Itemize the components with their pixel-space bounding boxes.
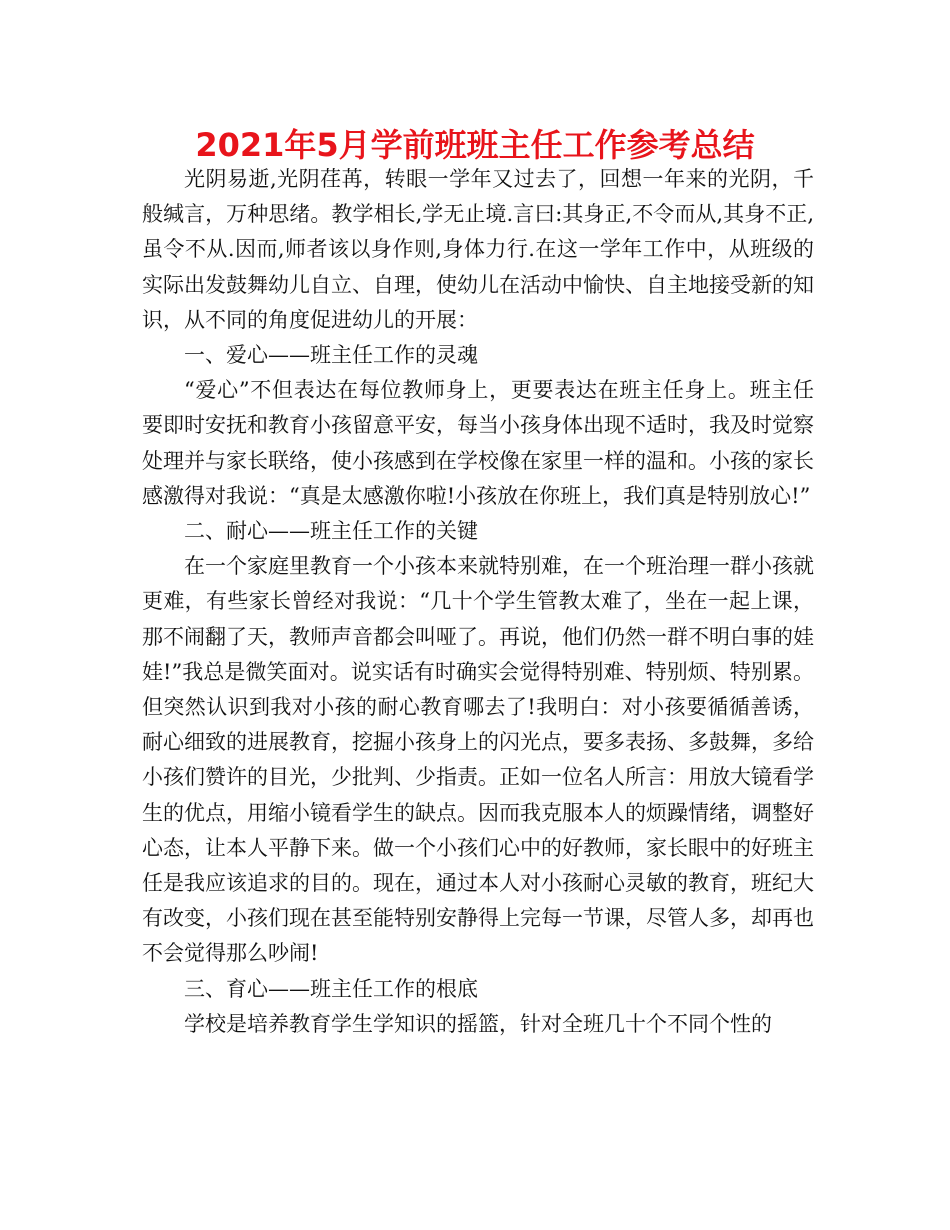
section-heading-patience: 二、耐心——班主任工作的关键 [184, 519, 478, 544]
document-body [142, 162, 814, 1042]
paragraph-nurture: 学校是培养教育学生学知识的摇篮，针对全班几十个不同个性的 [184, 1011, 772, 1036]
paragraph-patience: 在一个家庭里教育一个小孩本来就特别难，在一个班治理一群小孩就更难，有些家长曾经对我说：“几十个学生管教太难了，坐在一起上课，那不闹翻了天，教师声音都会叫哑了。再说，他们仍然一群不明白事的娃娃!”我总是微笑面对。说实话有时确实会觉得特别难、特别烦、特别累。但突然认识到我对小孩的耐心教育哪去了!我明白：对小孩要循循善诱，耐心细致的进展教育，挖掘小孩身上的闪光点，要多表扬、多鼓舞，多给小孩们赞许的目光，少批判、少指责。正如一位名人所言：用放大镜看学生的优点，用缩小镜看学生的缺点。因而我克服本人的烦躁情绪，调整好心态，让本人平静下来。做一个小孩们心中的好教师，家长眼中的好班主任是我应该追求的目的。现在，通过本人对小孩耐心灵敏的教育，班纪大有改变，小孩们现在甚至能特别安静得上完每一节课，尽管人多，却再也不会觉得那么吵闹! [142, 554, 814, 966]
section-heading-love: 一、爱心——班主任工作的灵魂 [184, 343, 478, 368]
document-title: 2021年5月学前班班主任工作参考总结 [195, 126, 755, 164]
paragraph-intro: 光阴易逝,光阴荏苒，转眼一学年又过去了，回想一年来的光阴，千般缄言，万种思绪。教学相长,学无止境.言曰:其身正,不令而从,其身不正,虽令不从.因而,师者该以身作则,身体力行.在这一学年工作中，从班级的实际出发鼓舞幼儿自立、自理，使幼儿在活动中愉快、自主地接受新的知识，从不同的角度促进幼儿的开展： [142, 167, 814, 332]
paragraph-love: “爱心”不但表达在每位教师身上，更要表达在班主任身上。班主任要即时安抚和教育小孩留意平安，每当小孩身体出现不适时，我及时觉察处理并与家长联络，使小孩感到在学校像在家里一样的温和。小孩的家长感激得对我说：“真是太感激你啦!小孩放在你班上，我们真是特别放心!” [142, 378, 814, 508]
section-heading-nurture: 三、育心——班主任工作的根底 [184, 976, 478, 1001]
